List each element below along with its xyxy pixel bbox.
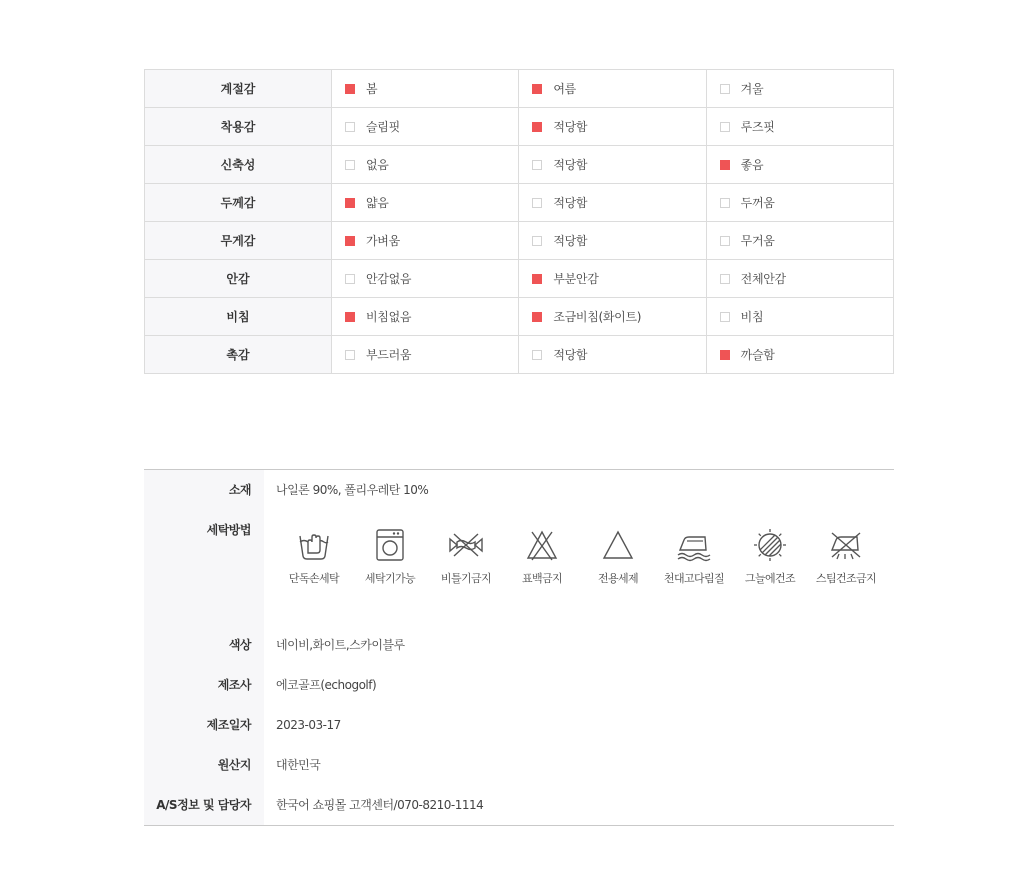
attribute-option: [332, 298, 519, 336]
option-label: 봄: [366, 82, 378, 96]
unchecked-box-icon: [532, 198, 542, 208]
info-row-as: [144, 785, 894, 825]
attribute-label: 계절감: [145, 70, 332, 108]
product-info-table: [144, 469, 894, 826]
option-label: 슬림핏: [366, 120, 400, 134]
no-wring-icon: [447, 526, 485, 564]
checked-box-icon: [345, 312, 355, 322]
option-label: 적당함: [553, 234, 588, 248]
option-label: 겨울: [740, 82, 764, 96]
attribute-label: 안감: [145, 260, 332, 298]
attribute-row: [145, 184, 894, 222]
info-row-date: [144, 705, 894, 745]
option-label: 여름: [553, 82, 576, 96]
maker-value: 에코골프(echogolf): [276, 678, 377, 692]
wash-item: [504, 526, 580, 586]
unchecked-box-icon: [345, 160, 355, 170]
wash-item-label: 단독손세탁: [288, 572, 340, 585]
checked-box-icon: [720, 350, 730, 360]
attribute-label: 촉감: [145, 336, 332, 374]
wash-item: [656, 526, 732, 586]
option-label: 적당함: [553, 348, 588, 362]
option-label: 없음: [366, 158, 389, 172]
unchecked-box-icon: [532, 350, 542, 360]
as-label: A/S정보 및 담당자: [156, 798, 251, 812]
info-row-maker: [144, 665, 894, 705]
material-value: 나일론 90%, 폴리우레탄 10%: [276, 483, 429, 497]
option-label: 까슬함: [740, 348, 775, 362]
attribute-label: 신축성: [145, 146, 332, 184]
checked-box-icon: [345, 198, 355, 208]
unchecked-box-icon: [720, 122, 730, 132]
attribute-option: [706, 70, 893, 108]
unchecked-box-icon: [720, 84, 730, 94]
attribute-option: [519, 70, 706, 108]
attribute-option: [519, 222, 706, 260]
attribute-option: [706, 222, 893, 260]
wash-item-label: 세탁기가능: [364, 572, 416, 585]
checked-box-icon: [345, 84, 355, 94]
unchecked-box-icon: [720, 198, 730, 208]
wash-item-label: 전용세제: [597, 572, 639, 585]
attribute-option: [706, 260, 893, 298]
attribute-option: [332, 184, 519, 222]
unchecked-box-icon: [345, 350, 355, 360]
attribute-option: [332, 260, 519, 298]
attribute-row: [145, 70, 894, 108]
checked-box-icon: [532, 312, 542, 322]
wash-item-label: 천대고다림질: [663, 572, 725, 585]
attribute-row: [145, 108, 894, 146]
shade-dry-icon: [751, 526, 789, 564]
attribute-option: [706, 108, 893, 146]
material-label: 소재: [228, 483, 251, 497]
attribute-option: [332, 336, 519, 374]
attribute-option: [706, 298, 893, 336]
option-label: 부분안감: [553, 272, 599, 286]
unchecked-box-icon: [532, 160, 542, 170]
color-value: 네이비,화이트,스카이블루: [276, 638, 405, 652]
wash-item-label: 그늘에건조: [744, 572, 796, 585]
wash-item-label: 표백금지: [521, 572, 563, 585]
attribute-row: [145, 222, 894, 260]
option-label: 얇음: [366, 196, 389, 210]
origin-label: 원산지: [217, 758, 251, 772]
wash-item-label: 스팀건조금지: [815, 572, 877, 585]
attribute-row: [145, 298, 894, 336]
wash-label: 세탁방법: [206, 523, 251, 537]
attribute-option: [519, 184, 706, 222]
option-label: 두꺼움: [740, 196, 775, 210]
checked-box-icon: [532, 274, 542, 284]
wash-item: [352, 526, 428, 586]
option-label: 비침: [740, 310, 764, 324]
wash-item: [428, 526, 504, 586]
option-label: 적당함: [553, 196, 588, 210]
option-label: 조금비침(화이트): [553, 310, 642, 324]
no-steam-icon: [827, 526, 865, 564]
attribute-option: [332, 222, 519, 260]
attribute-option: [706, 336, 893, 374]
option-label: 적당함: [553, 120, 588, 134]
checked-box-icon: [532, 122, 542, 132]
color-label: 색상: [228, 638, 251, 652]
attribute-label: 착용감: [145, 108, 332, 146]
attribute-option: [332, 108, 519, 146]
option-label: 좋음: [740, 158, 764, 172]
attribute-row: [145, 336, 894, 374]
unchecked-box-icon: [720, 274, 730, 284]
checked-box-icon: [532, 84, 542, 94]
hand-wash-icon: [295, 526, 333, 564]
unchecked-box-icon: [532, 236, 542, 246]
wash-item: [276, 526, 352, 586]
date-label: 제조일자: [206, 718, 251, 732]
attribute-option: [519, 298, 706, 336]
option-label: 안감없음: [366, 272, 412, 286]
info-row-color: [144, 625, 894, 665]
option-label: 부드러움: [366, 348, 412, 362]
attribute-label: 비침: [145, 298, 332, 336]
option-label: 적당함: [553, 158, 588, 172]
attribute-option: [706, 184, 893, 222]
wash-item: [732, 526, 808, 586]
attribute-option: [519, 336, 706, 374]
origin-value: 대한민국: [276, 758, 321, 772]
unchecked-box-icon: [720, 236, 730, 246]
info-row-origin: [144, 745, 894, 785]
option-label: 무거움: [740, 234, 775, 248]
attribute-option: [332, 146, 519, 184]
option-label: 루즈핏: [740, 120, 775, 134]
wash-item: [808, 526, 884, 586]
wash-icons: [276, 526, 884, 586]
checked-box-icon: [720, 160, 730, 170]
no-bleach-icon: [523, 526, 561, 564]
wash-item-label: 비틀기금지: [440, 572, 492, 585]
attribute-table: [144, 69, 894, 374]
attribute-option: [519, 108, 706, 146]
option-label: 가벼움: [366, 234, 400, 248]
unchecked-box-icon: [345, 122, 355, 132]
special-detergent-icon: [599, 526, 637, 564]
checked-box-icon: [345, 236, 355, 246]
option-label: 비침없음: [366, 310, 412, 324]
attribute-label: 두께감: [145, 184, 332, 222]
attribute-row: [145, 260, 894, 298]
iron-with-cloth-icon: [675, 526, 713, 564]
as-value: 한국어 쇼핑몰 고객센터/070-8210-1114: [276, 798, 484, 812]
unchecked-box-icon: [720, 312, 730, 322]
option-label: 전체안감: [740, 272, 786, 286]
wash-item: [580, 526, 656, 586]
attribute-option: [332, 70, 519, 108]
attribute-row: [145, 146, 894, 184]
attribute-option: [706, 146, 893, 184]
attribute-label: 무게감: [145, 222, 332, 260]
info-row-material: [144, 470, 894, 510]
unchecked-box-icon: [345, 274, 355, 284]
maker-label: 제조사: [217, 678, 251, 692]
date-value: 2023-03-17: [276, 718, 341, 732]
attribute-option: [519, 146, 706, 184]
attribute-option: [519, 260, 706, 298]
washing-machine-icon: [371, 526, 409, 564]
